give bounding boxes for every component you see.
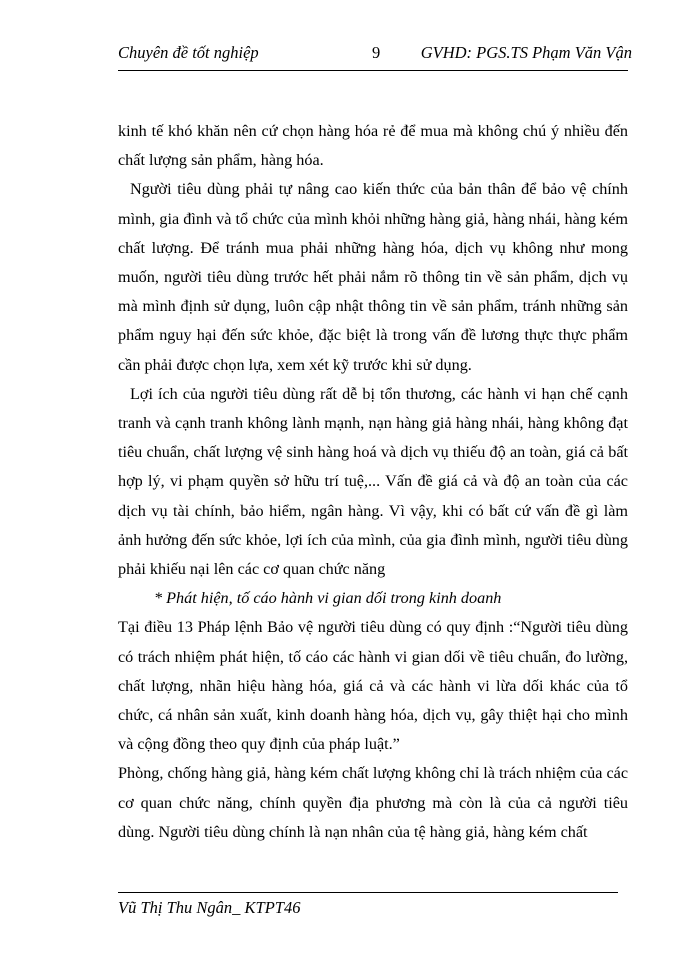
footer-divider (118, 892, 618, 893)
page-number: 9 (372, 43, 381, 62)
paragraph-consumer-knowledge: Người tiêu dùng phải tự nâng cao kiến thức của bản thân để bảo vệ chính mình, gia đình và tổ chức của mình khỏi những hàng giả, hàng nhái, hàng kém chất lượng. Để tránh mua phải những hàng hóa, dịch vụ không như mong muốn, người tiêu dùng trước hết phải nắm rõ thông tin về sản phẩm, dịch vụ mà mình định sử dụng, luôn cập nhật thông tin về sản phẩm, tránh những sản phẩm nguy hại đến sức khỏe, đặc biệt là trong vấn đề lương thực thực phẩm cần phải được chọn lựa, xem xét kỹ trước khi sử dụng. (118, 180, 628, 374)
section-subheading: * Phát hiện, tố cáo hành vi gian dối trong kinh doanh (154, 589, 502, 608)
header-advisor: GVHD: PGS.TS Phạm Văn Vận (420, 43, 632, 62)
paragraph-consumer-interests: Lợi ích của người tiêu dùng rất dễ bị tổn thương, các hành vi hạn chế cạnh tranh và cạnh tranh không lành mạnh, nạn hàng giả hàng nhái, hàng không đạt tiêu chuẩn, chất lượng vệ sinh hàng hoá và dịch vụ thiếu độ an toàn, giá cả bất hợp lý, vi phạm quyền sở hữu trí tuệ,... Vấn đề giá cả và độ an toàn của các dịch vụ tài chính, bảo hiểm, ngân hàng. Vì vậy, khi có bất cứ vấn đề gì làm ảnh hưởng đến sức khỏe, lợi ích của mình, của gia đình mình, người tiêu dùng phải khiếu nại lên các cơ quan chức năng (118, 384, 628, 579)
footer-author: Vũ Thị Thu Ngân_ KTPT46 (118, 898, 301, 917)
header-thesis-title: Chuyên đề tốt nghiệp (118, 43, 259, 62)
paragraph-article-13: Tại điều 13 Pháp lệnh Bảo vệ người tiêu dùng có quy định :“Người tiêu dùng có trách nhiệm phát hiện, tố cáo các hành vi gian dối về tiêu chuẩn, đo lường, chất lượng, nhãn hiệu hàng hóa, giá cả và các hành vi lừa dối khác của tổ chức, cá nhân sản xuất, kinh doanh hàng hóa, dịch vụ, gây thiệt hại cho mình và cộng đồng theo quy định của pháp luật.” (118, 618, 628, 754)
page-header (118, 40, 632, 71)
document-body (118, 117, 628, 847)
paragraph-counterfeit-prevention: Phòng, chống hàng giả, hàng kém chất lượng không chỉ là trách nhiệm của các cơ quan chức năng, chính quyền địa phương mà còn là của cả người tiêu dùng. Người tiêu dùng chính là nạn nhân của tệ hàng giả, hàng kém chất (118, 764, 629, 841)
paragraph-continuation: kinh tế khó khăn nên cứ chọn hàng hóa rẻ để mua mà không chú ý nhiều đến chất lượng sản phẩm, hàng hóa. (118, 122, 628, 170)
